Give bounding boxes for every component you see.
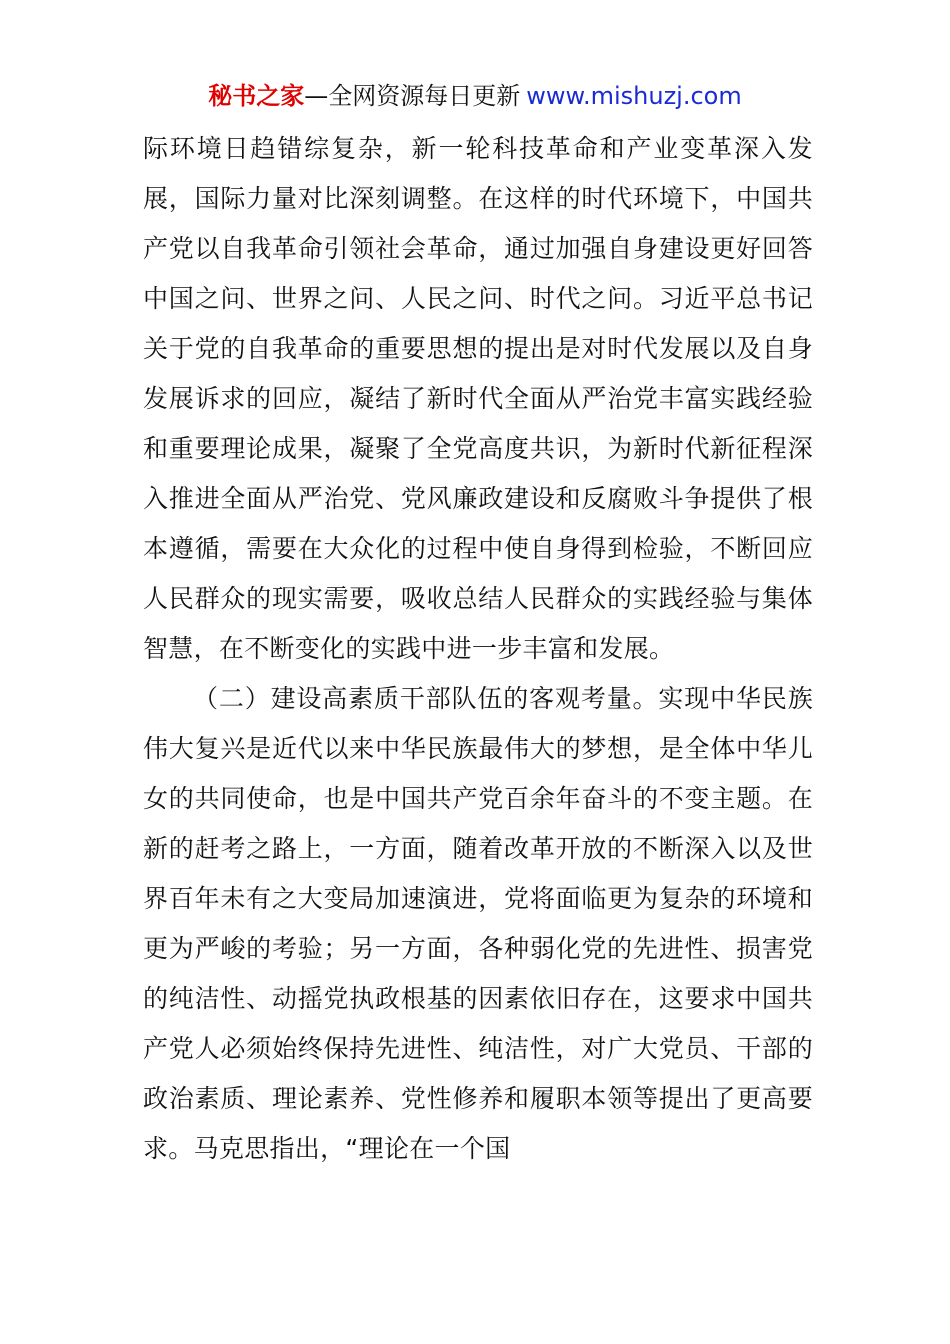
brand-name: 秘书之家 xyxy=(208,82,305,110)
site-url-link[interactable]: www.mishuzj.com xyxy=(526,82,742,110)
header-tagline: —全网资源每日更新 xyxy=(304,82,521,110)
body-paragraph-2: （二）建设高素质干部队伍的客观考量。实现中华民族伟大复兴是近代以来中华民族最伟大的梦想，是全体中华儿女的共同使命，也是中国共产党百余年奋斗的不变主题。在新的赶考之路上，一方面，随着改革开放的不断深入以及世界百年未有之大变局加速演进，党将面临更为复杂的环境和更为严峻的考验；另一方面，各种弱化党的先进性、损害党的纯洁性、动摇党执政根基的因素依旧存在，这要求中国共产党人必须始终保持先进性、纯洁性，对广大党员、干部的政治素质、理论素养、党性修养和履职本领等提出了更高要求。马克思指出，“理论在一个国 xyxy=(143,684,813,1163)
body-paragraph-1: 际环境日趋错综复杂，新一轮科技革命和产业变革深入发展，国际力量对比深刻调整。在这样的时代环境下，中国共产党以自我革命引领社会革命，通过加强自身建设更好回答中国之问、世界之问、人民之问、时代之问。习近平总书记关于党的自我革命的重要思想的提出是对时代发展以及自身发展诉求的回应，凝结了新时代全面从严治党丰富实践经验和重要理论成果，凝聚了全党高度共识，为新时代新征程深入推进全面从严治党、党风廉政建设和反腐败斗争提供了根本遵循，需要在大众化的过程中使自身得到检验，不断回应人民群众的现实需要，吸收总结人民群众的实践经验与集体智慧，在不断变化的实践中进一步丰富和发展。 xyxy=(143,134,813,663)
document-body xyxy=(143,124,813,1174)
page-header xyxy=(0,80,950,112)
